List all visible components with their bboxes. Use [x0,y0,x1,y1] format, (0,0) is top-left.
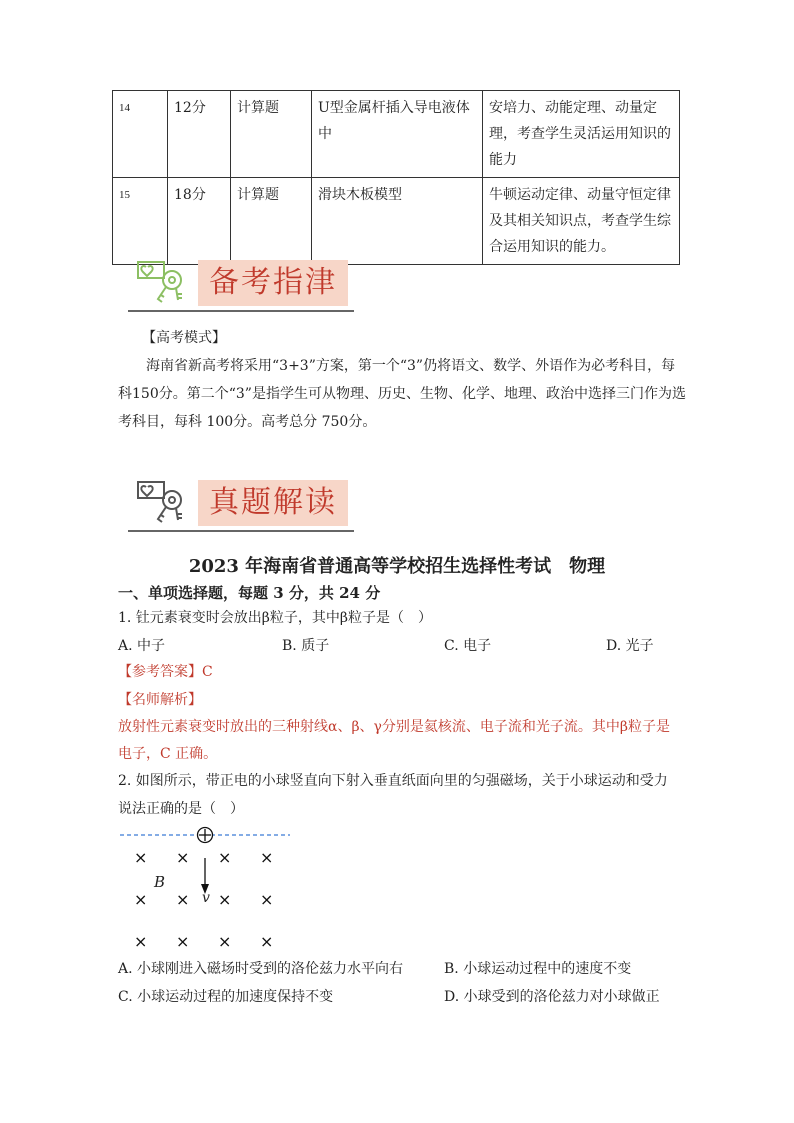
gaokao-heading: 【高考模式】 [142,330,226,346]
exam-title: 2023 年海南省普通高等学校招生选择性考试 物理 [188,556,606,577]
question-type: 计算题 [231,91,312,178]
field-cross: × [260,932,274,951]
question-content: U型金属杆插入导电液体中 [312,91,483,178]
field-cross: × [218,890,232,909]
question-type: 计算题 [231,178,312,265]
table-row [113,91,680,178]
q2-option-a: A. 小球刚进入磁场时受到的洛伦兹力水平向右 [118,961,404,977]
q1-answer: 【参考答案】C [118,664,213,680]
q2-option-c: C. 小球运动过程的加速度保持不变 [118,989,334,1005]
question-knowledge: 牛顿运动定律、动量守恒定律及其相关知识点，考查学生综合运用知识的能力。 [483,178,680,265]
question-2-stem-line-1: 2. 如图所示，带正电的小球竖直向下射入垂直纸面向里的匀强磁场，关于小球运动和受力 [118,773,668,789]
divider [128,310,354,312]
question-content: 滑块木板模型 [312,178,483,265]
question-number: 14 [113,91,168,178]
field-cross: × [176,848,190,867]
exam-analysis-table [112,90,680,265]
q1-option-c: C. 电子 [444,638,492,654]
q1-analysis-line-2: 电子，C 正确。 [118,746,218,762]
banner-exam-guide [128,250,354,320]
banner-title: 备考指津 [198,260,348,306]
gaokao-text: 海南省新高考将采用“3+3”方案，第一个“3”仍将语文、数学、外语作为必考科目，每科150分。第二个“3”是指学生可从物理、历史、生物、化学、地理、政治中选择三门作为选考科目，每科 100分。高考总分 750分。 [118,358,686,430]
field-cross: × [218,848,232,867]
field-cross: × [260,890,274,909]
field-label-b: B [154,873,166,891]
key-heart-icon [132,254,194,306]
field-cross: × [218,932,232,951]
q2-option-d: D. 小球受到的洛伦兹力对小球做正 [444,989,660,1005]
magnetic-field-figure [118,824,298,954]
divider [128,530,354,532]
section-heading: 一、单项选择题，每题 3 分，共 24 分 [118,584,381,602]
question-number: 15 [113,178,168,265]
q1-option-d: D. 光子 [606,638,654,654]
field-cross: × [134,848,148,867]
velocity-label-v: v [202,890,210,906]
field-cross: × [176,890,190,909]
question-1-stem: 1. 钍元素衰变时会放出β粒子，其中β粒子是（ ） [118,610,432,626]
question-score: 12分 [168,91,231,178]
q1-option-a: A. 中子 [118,638,166,654]
field-cross: × [176,932,190,951]
banner-exam-interpretation [128,470,354,540]
key-heart-icon [132,474,194,526]
field-cross: × [134,890,148,909]
field-cross: × [134,932,148,951]
question-2-stem-line-2: 说法正确的是（ ） [118,801,244,817]
q1-option-b: B. 质子 [282,638,330,654]
question-knowledge: 安培力、动能定理、动量定理，考查学生灵活运用知识的能力 [483,91,680,178]
question-score: 18分 [168,178,231,265]
q2-option-b: B. 小球运动过程中的速度不变 [444,961,632,977]
q1-analysis-label: 【名师解析】 [118,692,202,708]
banner-title: 真题解读 [198,480,348,526]
field-cross: × [260,848,274,867]
q1-analysis-line-1: 放射性元素衰变时放出的三种射线α、β、γ分别是氦核流、电子流和光子流。其中β粒子是 [118,719,671,735]
